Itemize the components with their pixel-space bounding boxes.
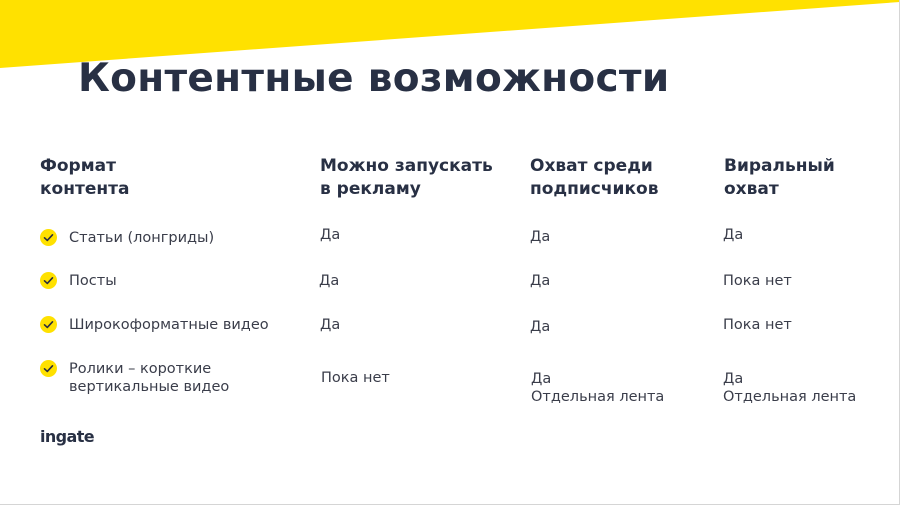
row-1-subscribers: Да <box>530 229 551 245</box>
ingate-logo: ingate <box>40 427 95 446</box>
check-circle-icon <box>40 316 57 333</box>
header-ads: Можно запускать в рекламу <box>320 156 493 199</box>
row-4-ads: Пока нет <box>321 370 390 386</box>
header-viral: Виральный охват <box>724 156 835 199</box>
row-1-viral: Да <box>723 227 744 243</box>
check-circle-icon <box>40 360 57 377</box>
row-2-viral: Пока нет <box>723 273 792 289</box>
row-3-subscribers: Да <box>530 319 551 335</box>
row-3-ads: Да <box>320 317 341 333</box>
row-1-ads: Да <box>320 227 341 243</box>
row-4-viral: Да Отдельная лента <box>723 371 857 405</box>
row-2-ads: Да <box>319 273 340 289</box>
check-circle-icon <box>40 272 57 289</box>
row-3-format: Широкоформатные видео <box>69 317 269 333</box>
slide-title: Контентные возможности <box>78 56 670 101</box>
row-2-subscribers: Да <box>530 273 551 289</box>
header-format: Формат контента <box>40 156 130 199</box>
row-4-subscribers: Да Отдельная лента <box>531 371 665 405</box>
row-1-format: Статьи (лонгриды) <box>69 230 215 246</box>
header-subscribers: Охват среди подписчиков <box>530 156 659 199</box>
row-3-viral: Пока нет <box>723 317 792 333</box>
check-circle-icon <box>40 229 57 246</box>
row-4-format: Ролики – короткие вертикальные видео <box>69 361 230 395</box>
row-2-format: Посты <box>69 273 117 289</box>
